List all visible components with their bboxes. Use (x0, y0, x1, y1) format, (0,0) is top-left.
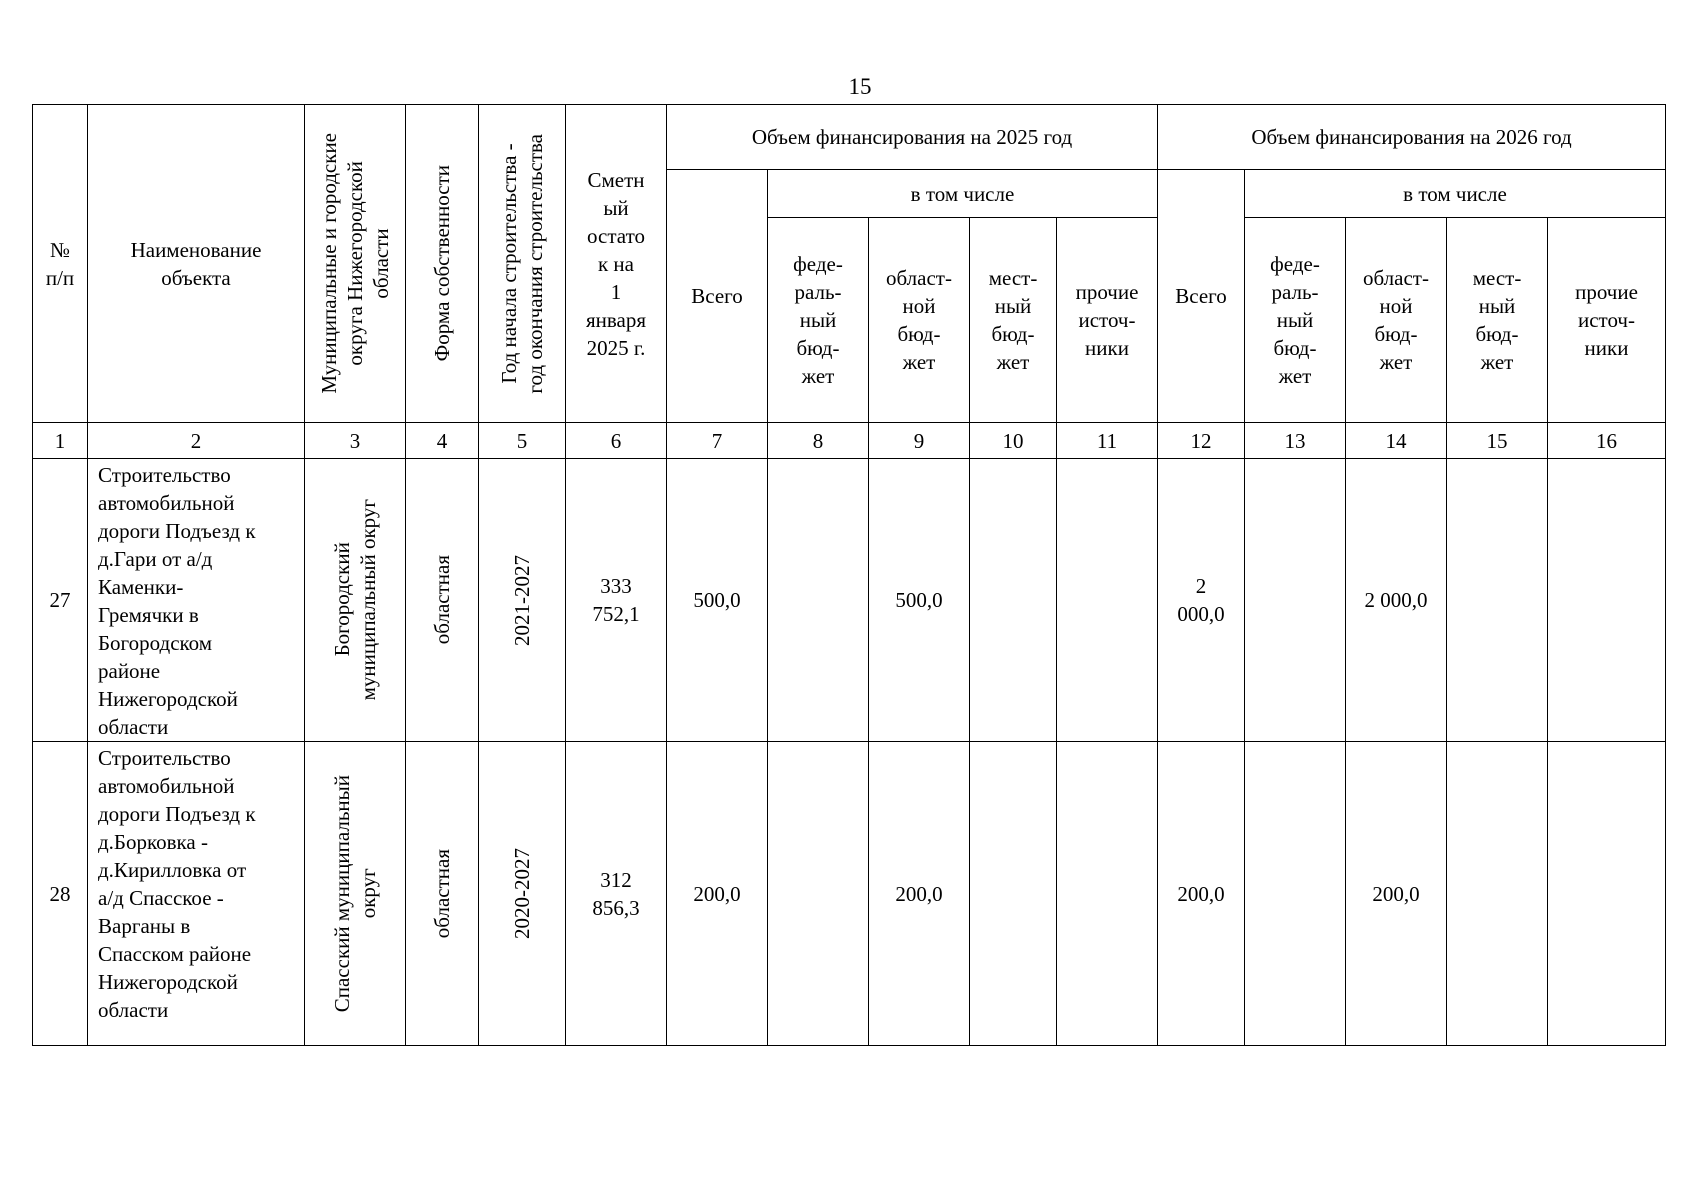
total-2026: 200,0 (1158, 742, 1245, 1046)
total-2025: 200,0 (667, 742, 768, 1046)
header-row-1 (33, 105, 1666, 170)
header-total-2026: Всего (1158, 170, 1245, 423)
municipality: Богородский муниципальный округ (330, 499, 380, 701)
other-2025 (1057, 742, 1158, 1046)
page-number: 15 (848, 74, 872, 99)
local-2025 (970, 742, 1057, 1046)
estimate: 333 752,1 (566, 459, 667, 742)
column-number: 16 (1548, 423, 1666, 459)
local-2026 (1447, 459, 1548, 742)
header-total-2025: Всего (667, 170, 768, 423)
object-name: Строительство автомобильной дороги Подъезд к д.Гари от а/д Каменки- Гремячки в Богородском районе Нижегородской области (88, 459, 305, 742)
header-including-2025: в том числе (768, 170, 1158, 218)
column-number: 1 (33, 423, 88, 459)
column-number: 10 (970, 423, 1057, 459)
total-2025: 500,0 (667, 459, 768, 742)
header-name: Наименование объекта (88, 105, 305, 423)
estimate: 312 856,3 (566, 742, 667, 1046)
column-number: 6 (566, 423, 667, 459)
header-estimate: Сметн ый остато к на 1 января 2025 г. (566, 105, 667, 423)
other-2025 (1057, 459, 1158, 742)
header-regional-2025: област- ной бюд- жет (869, 218, 970, 423)
table-row (33, 742, 1666, 1046)
row-num: 28 (33, 742, 88, 1046)
column-number: 3 (305, 423, 406, 459)
column-number: 11 (1057, 423, 1158, 459)
ownership-cell (406, 459, 479, 742)
ownership: областная (430, 555, 454, 645)
other-2026 (1548, 459, 1666, 742)
header-municipality-cell (305, 105, 406, 423)
header-years: Год начала строительства - год окончания строительства (497, 133, 547, 394)
total-2026: 2 000,0 (1158, 459, 1245, 742)
header-ownership-cell (406, 105, 479, 423)
ownership: областная (430, 848, 454, 939)
federal-2025 (768, 459, 869, 742)
column-number: 8 (768, 423, 869, 459)
regional-2025: 200,0 (869, 742, 970, 1046)
federal-2026 (1245, 459, 1346, 742)
column-number: 4 (406, 423, 479, 459)
header-num: № п/п (33, 105, 88, 423)
column-number-row (33, 423, 1666, 459)
other-2026 (1548, 742, 1666, 1046)
municipality-cell (305, 459, 406, 742)
years: 2021-2027 (510, 554, 534, 646)
ownership-cell (406, 742, 479, 1046)
header-local-2025: мест- ный бюд- жет (970, 218, 1057, 423)
column-number: 14 (1346, 423, 1447, 459)
years-cell (479, 742, 566, 1046)
header-federal-2025: феде- раль- ный бюд- жет (768, 218, 869, 423)
column-number: 13 (1245, 423, 1346, 459)
header-other-2025: прочие источ- ники (1057, 218, 1158, 423)
local-2026 (1447, 742, 1548, 1046)
row-num: 27 (33, 459, 88, 742)
table-row (33, 459, 1666, 742)
municipality: Спасский муниципальный округ (330, 774, 380, 1013)
federal-2025 (768, 742, 869, 1046)
regional-2026: 200,0 (1346, 742, 1447, 1046)
header-federal-2026: феде- раль- ный бюд- жет (1245, 218, 1346, 423)
header-municipality: Муниципальные и городские округа Нижегородской области (317, 133, 393, 394)
header-including-2026: в том числе (1245, 170, 1666, 218)
header-local-2026: мест- ный бюд- жет (1447, 218, 1548, 423)
local-2025 (970, 459, 1057, 742)
column-number: 12 (1158, 423, 1245, 459)
header-regional-2026: област- ной бюд- жет (1346, 218, 1447, 423)
column-number: 9 (869, 423, 970, 459)
years-cell (479, 459, 566, 742)
federal-2026 (1245, 742, 1346, 1046)
header-ownership: Форма собственности (430, 165, 454, 362)
column-number: 2 (88, 423, 305, 459)
financing-table (32, 104, 1666, 1046)
header-group-2026: Объем финансирования на 2026 год (1158, 105, 1666, 170)
header-group-2025: Объем финансирования на 2025 год (667, 105, 1158, 170)
regional-2025: 500,0 (869, 459, 970, 742)
regional-2026: 2 000,0 (1346, 459, 1447, 742)
municipality-cell (305, 742, 406, 1046)
header-years-cell (479, 105, 566, 423)
object-name: Строительство автомобильной дороги Подъезд к д.Борковка - д.Кирилловка от а/д Спасское - Варганы в Спасском районе Нижегородской области (88, 742, 305, 1046)
column-number: 7 (667, 423, 768, 459)
column-number: 5 (479, 423, 566, 459)
years: 2020-2027 (510, 848, 534, 939)
header-other-2026: прочие источ- ники (1548, 218, 1666, 423)
column-number: 15 (1447, 423, 1548, 459)
